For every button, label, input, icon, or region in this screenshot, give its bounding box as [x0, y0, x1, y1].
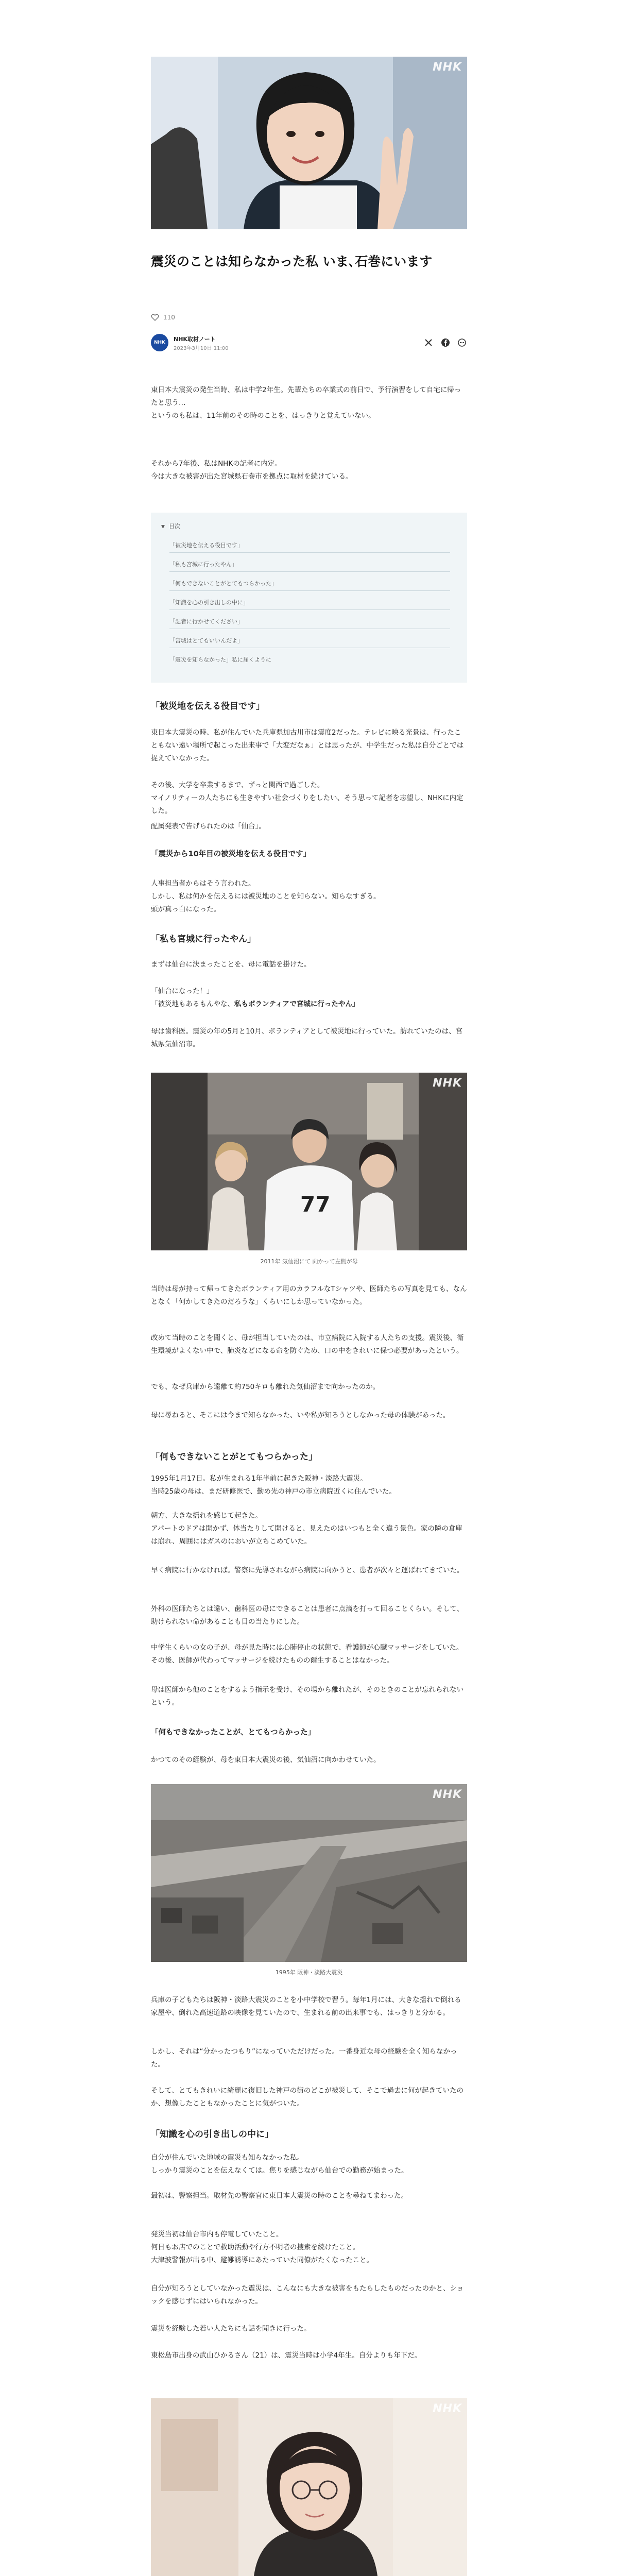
- article-title: 震災のことは知らなかった私 いま､石巻にいます: [151, 254, 433, 269]
- interviewee-illustration: [151, 2398, 467, 2576]
- author-row: [151, 334, 467, 352]
- paragraph: かつてのその経験が、母を東日本大震災の後、気仙沼に向かわせていた。: [151, 1756, 381, 1764]
- intro-paragraph-4: 今は大きな被害が出た宮城県石巻市を拠点に取材を続けている。: [151, 472, 353, 481]
- paragraph: 外科の医師たちとは違い、歯科医の母にできることは患者に点滴を打って回ることくらい。そして、助けられない命があることも目の当たりにした。: [151, 1605, 464, 1626]
- paragraph: 発災当初は仙台市内も停電していたこと。 何日もお店でのことで救助活動や行方不明者の捜索を続けたこと。 大津波警報が出る中、避難誘導にあたっていた同僚がたくなったこと。: [151, 2230, 373, 2264]
- paragraph: 1995年1月17日。私が生まれる1年半前に起きた阪神・淡路大震災。 当時25歳の母は、まだ研修医で、勤め先の神戸の市立病院近くに住んでいた。: [151, 1475, 396, 1496]
- nhk-watermark: NHK: [433, 61, 462, 74]
- section-heading: 「被災地を伝える役目です」: [151, 701, 265, 711]
- paragraph: 東松島市出身の武山ひかるさん（21）は、震災当時は小学4年生。自分よりも年下だ。: [151, 2351, 422, 2360]
- intro-paragraph-2: というのも私は、11年前のその時のことを、はっきりと覚えていない。: [151, 412, 375, 420]
- toc-item[interactable]: 「知識を心の引き出しの中に」: [169, 596, 450, 610]
- paragraph: 当時は母が持って帰ってきたボランティア用のカラフルなTシャツや、医師たちの写真を見ても、なんとなく「何かしてきたのだろうな」くらいにしか思っていなかった。: [151, 1285, 467, 1306]
- quote-line: 「仙台になった！」: [151, 987, 214, 995]
- paragraph: 改めて当時のことを聞くと、母が担当していたのは、市立病院に入院する人たちの支援。震災後、衛生環境がよくない中で、肺炎などになる命を防ぐため、口の中をきれいに保つ必要があったという。: [151, 1334, 464, 1355]
- photo-caption: 2011年 気仙沼にて 向かって左側が母: [260, 1258, 358, 1265]
- paragraph: 自分が知ろうとしていなかった震災は、こんなにも大きな被害をもたらしたものだったのかと、ショックを感じずにはいられなかった。: [151, 2284, 464, 2306]
- toc-item[interactable]: 「何もできないことがとてもつらかった」: [169, 577, 450, 591]
- intro-paragraph-1: 東日本大震災の発生当時、私は中学2年生。先輩たちの卒業式の前日で、予行演習をして自宅に帰ったと思う…: [151, 386, 461, 407]
- publish-date: 2023年3月10日 11:00: [174, 346, 229, 351]
- chevron-down-icon: ▼: [161, 524, 165, 530]
- paragraph: その後、大学を卒業するまで、ずっと関西で過ごした。 マイノリティーの人たちにも生きやすい社会づくりをしたい、そう思って記者を志望し、NHKに内定した。: [151, 781, 464, 815]
- quote-emphasis: 私もボランティアで宮城に行ったやん」: [234, 1000, 359, 1008]
- earthquake-illustration: [151, 1784, 467, 1962]
- paragraph: 母は歯科医。震災の年の5月と10月、ボランティアとして被災地に行っていた。訪れていたのは、宮城県気仙沼市。: [151, 1027, 463, 1048]
- paragraph: 朝方、大きな揺れを感じて起きた。 アパートのドアは開かず、体当たりして開けると、見えたのはいつもと全く違う景色。家の隣の倉庫は崩れ、周囲にはガスのにおいが立ちこめていた。: [151, 1512, 462, 1546]
- toc-header[interactable]: [161, 522, 180, 530]
- paragraph: 自分が住んでいた地域の震災も知らなかった私。 しっかり震災のことを伝えなくては。焦りを感じながら仙台での勤務が始まった。: [151, 2154, 408, 2175]
- hero-illustration: [151, 57, 467, 229]
- paragraph: 中学生くらいの女の子が、母が見た時には心肺停止の状態で、看護師が心臓マッサージをしていた。その後、医師が代わってマッサージを続けたものの爾生することはなかった。: [151, 1643, 464, 1665]
- jersey-number: 77: [300, 1192, 331, 1217]
- paragraph: でも、なぜ兵庫から遠離て約750キロも離れた気仙沼まで向かったのか。: [151, 1383, 380, 1391]
- quote-part: 「被災地もあるもんやな、: [151, 1000, 234, 1008]
- section-heading: 「何もできないことがとてもつらかった」: [151, 1452, 317, 1462]
- paragraph: 最初は、警察担当。取材先の警察官に東日本大震災の時のことを尋ねてまわった。: [151, 2192, 408, 2200]
- volunteer-photo: [151, 1073, 467, 1250]
- quote: 「震災から10年目の被災地を伝える役目です」: [151, 850, 311, 858]
- paragraph: 母は医師から他のことをするよう指示を受け、その場から離れたが、そのときのことが忘れられないという。: [151, 1686, 464, 1707]
- section-heading: 「知識を心の引き出しの中に」: [151, 2129, 273, 2140]
- toc-item[interactable]: 「宮城はとてもいいんだよ」: [169, 634, 450, 648]
- author-avatar[interactable]: NHK: [151, 334, 168, 351]
- nhk-watermark: NHK: [433, 1077, 462, 1090]
- paragraph: まずは仙台に決まったことを、母に電話を掛けた。: [151, 960, 311, 969]
- more-options-icon[interactable]: [458, 338, 466, 347]
- toc-item[interactable]: 「記者に行かせてください」: [169, 615, 450, 629]
- earthquake-photo: [151, 1784, 467, 1962]
- heart-icon: [151, 314, 159, 321]
- facebook-share-icon[interactable]: [441, 338, 450, 347]
- paragraph: 兵庫の子どもたちは阪神・淡路大震災のことを小中学校で習う。毎年1月には、大きな揺れで倒れる家屋や、倒れた高速道路の映像を見ていたので、生まれる前の出来事でも、はっきりと分かる。: [151, 1996, 461, 2017]
- toc-item[interactable]: 「震災を知らなかった」私に届くように: [169, 656, 271, 663]
- intro-paragraph-3: それから7年後、私はNHKの記者に内定。: [151, 460, 282, 468]
- toc-heading: 目次: [168, 523, 180, 530]
- author-name[interactable]: NHK取材ノート: [174, 336, 216, 343]
- section-heading: 「私も宮城に行ったやん」: [151, 934, 256, 944]
- quote: 「何もできなかったことが、とてもつらかった」: [151, 1728, 315, 1737]
- photo-caption: 1995年 阪神・淡路大震災: [275, 1969, 343, 1976]
- like-button[interactable]: [151, 313, 175, 322]
- paragraph: そして、とてもきれいに綺麗に復旧した神戸の街のどこが被災して、そこで過去に何が起きていたのか、想像したこともなかったことに気がついた。: [151, 2087, 464, 2108]
- paragraph: しかし、それは“分かったつもり”になっていただけだった。一番身近な母の経験を全く知らなかった。: [151, 2047, 457, 2069]
- hero-photo: [151, 57, 467, 229]
- quote-line: [151, 998, 467, 1011]
- paragraph: 早く病院に行かなければ。警察に先導されながら病院に向かうと、患者が次々と運ばれてきていた。: [151, 1566, 464, 1574]
- paragraph: 母に尋ねると、そこには今まで知らなかった、いや私が知ろうとしなかった母の体験があった。: [151, 1411, 450, 1419]
- x-share-icon[interactable]: [424, 338, 433, 347]
- interviewee-photo: [151, 2398, 467, 2576]
- nhk-watermark: NHK: [433, 1788, 462, 1801]
- table-of-contents: [151, 513, 467, 683]
- paragraph: 東日本大震災の時、私が住んでいた兵庫県加古川市は震度2だった。テレビに映る光景は、行ったこともない遠い場所で起こった出来事で「大変だなぁ」とは思ったが、中学生だった私は自分ごとでは捉えていなかった。: [151, 728, 464, 762]
- paragraph: 人事担当者からはそう言われた。 しかし、私は何かを伝えるには被災地のことを知らない。知らなすぎる。 頭が真っ白になった。: [151, 879, 381, 913]
- toc-item[interactable]: 「私も宮城に行ったやん」: [169, 557, 450, 572]
- paragraph: 震災を経験した若い人たちにも話を聞きに行った。: [151, 2325, 311, 2333]
- like-count: 110: [163, 314, 175, 321]
- volunteer-illustration: [151, 1073, 467, 1250]
- nhk-watermark: NHK: [433, 2402, 462, 2415]
- toc-item[interactable]: 「被災地を伝える役目です」: [169, 538, 450, 553]
- paragraph: 配属発表で告げられたのは「仙台」。: [151, 822, 266, 831]
